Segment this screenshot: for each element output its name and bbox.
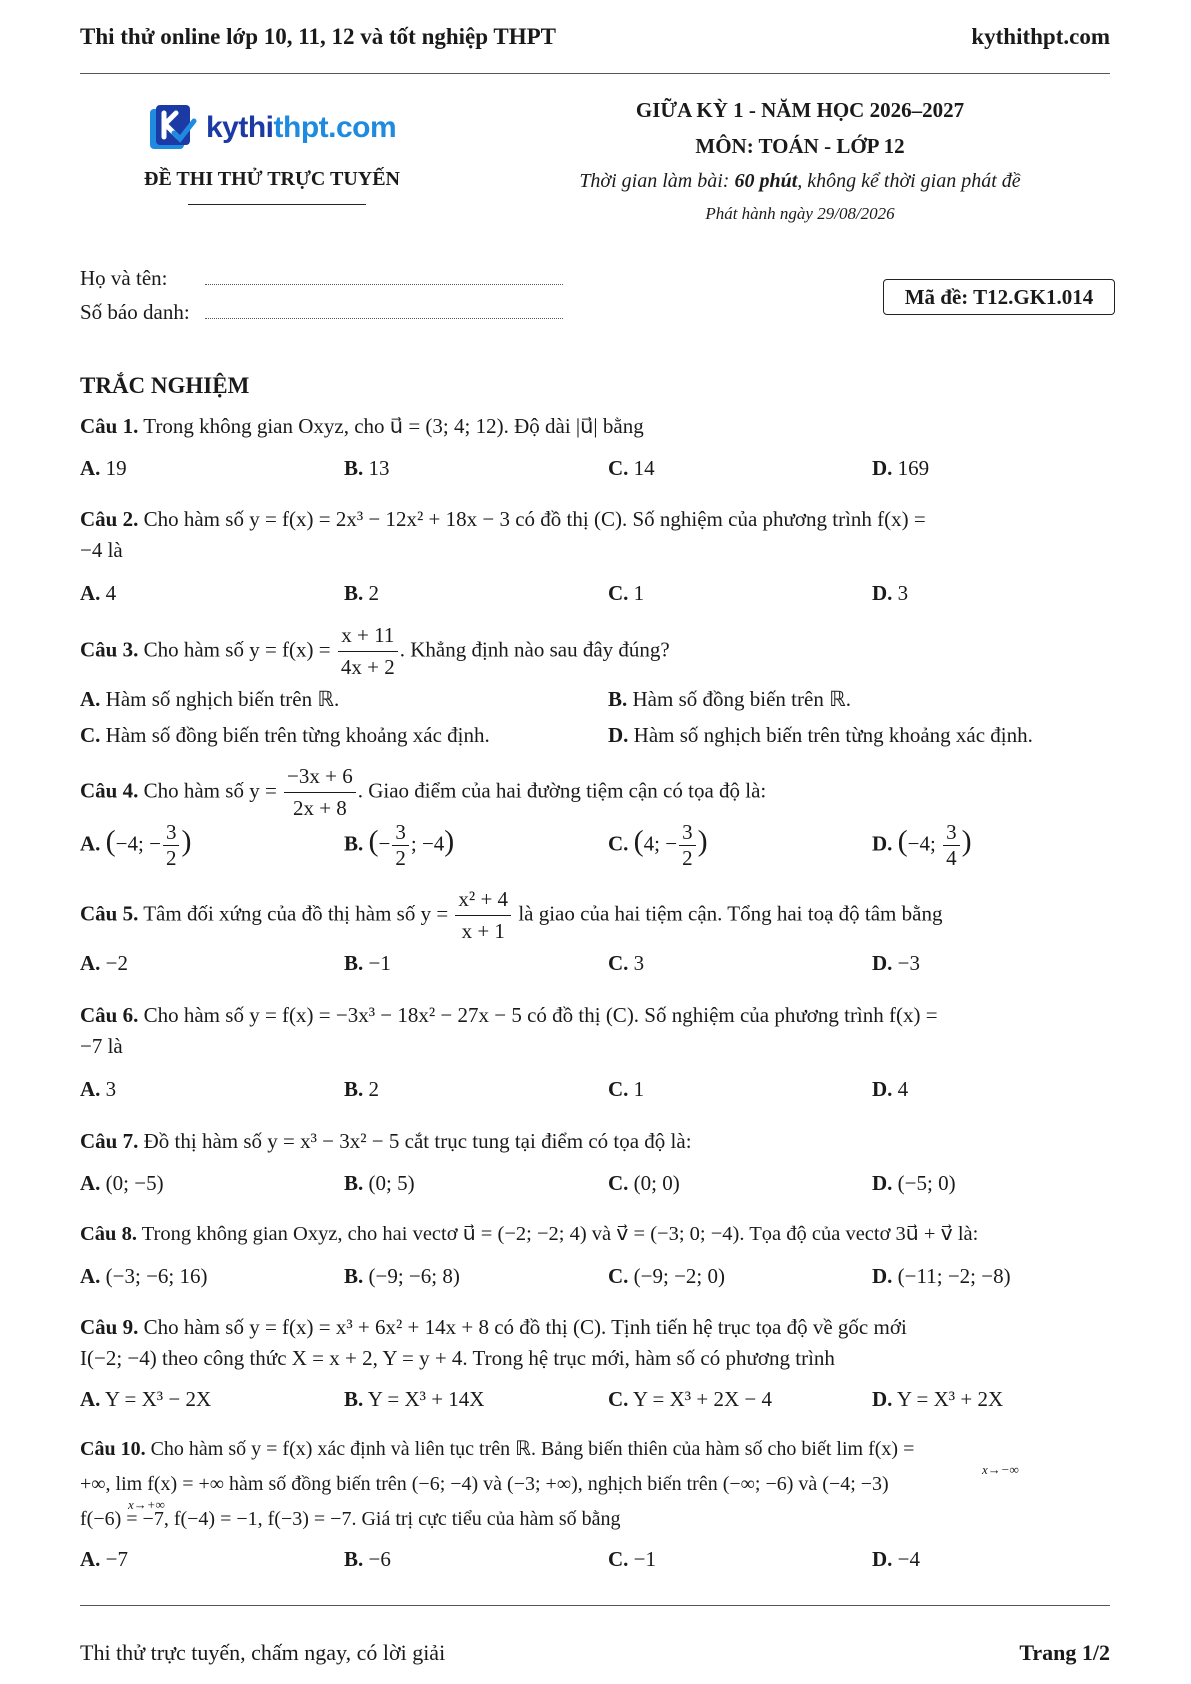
option-1c[interactable]: C. 14 [608, 456, 655, 480]
option-5a[interactable]: A. −2 [80, 951, 129, 975]
question-2: Câu 2. Cho hàm số y = f(x) = 2x³ − 12x² + 18x − 3 có đồ thị (C). Số nghiệm của phương trình f(x) = −4 là [80, 507, 926, 562]
id-label: Số báo danh: [80, 300, 190, 324]
option-3a[interactable]: A. Hàm số nghịch biến trên ℝ. [80, 687, 340, 711]
question-1: Câu 1. Trong không gian Oxyz, cho u⃗ = (3; 4; 12). Độ dài |u⃗| bằng [80, 414, 644, 438]
name-label: Họ và tên: [80, 266, 168, 290]
question-8: Câu 8. Trong không gian Oxyz, cho hai vectơ u⃗ = (−2; −2; 4) và v⃗ = (−3; 0; −4). Tọa độ của vectơ 3u⃗ + v⃗ là: [80, 1223, 979, 1245]
option-10c[interactable]: C. −1 [608, 1547, 657, 1571]
option-9d[interactable]: D. Y = X³ + 2X [872, 1387, 1004, 1411]
logo-subtitle: ĐỀ THI THỬ TRỰC TUYẾN [144, 168, 400, 190]
logo-mark-icon [148, 103, 200, 153]
option-4d[interactable]: D. (−4; $\frac{3}{4}$ ) [872, 820, 972, 870]
option-10a[interactable]: A. −7 [80, 1547, 129, 1571]
question-7: Câu 7. Đồ thị hàm số y = x³ − 3x² − 5 cắt trục tung tại điểm có tọa độ là: [80, 1129, 692, 1153]
option-3b[interactable]: B. Hàm số đồng biến trên ℝ. [608, 687, 851, 711]
option-5d[interactable]: D. −3 [872, 951, 921, 975]
footer-rule [80, 1605, 1110, 1606]
option-8c[interactable]: C. (−9; −2; 0) [608, 1264, 726, 1288]
option-2b[interactable]: B. 2 [344, 581, 380, 605]
question-9: Câu 9. Cho hàm số y = f(x) = x³ + 6x² + 14x + 8 có đồ thị (C). Tịnh tiến hệ trục tọa độ về gốc mới I(−2; −4) theo công thức X = x + 2, Y = y + 4. Trong hệ trục mới, hàm số có phương trình [80, 1315, 907, 1370]
exam-time: Thời gian làm bài: 60 phút, không kể thời gian phát đề [579, 170, 1021, 192]
option-7d[interactable]: D. (−5; 0) [872, 1171, 956, 1195]
header-rule [80, 73, 1110, 74]
option-7b[interactable]: B. (0; 5) [344, 1171, 415, 1195]
option-2c[interactable]: C. 1 [608, 581, 645, 605]
option-8b[interactable]: B. (−9; −6; 8) [344, 1264, 460, 1288]
option-3d[interactable]: D. Hàm số nghịch biến trên từng khoảng xác định. [608, 723, 1033, 747]
site-logo [148, 103, 396, 153]
option-8a[interactable]: A. (−3; −6; 16) [80, 1264, 208, 1288]
option-9b[interactable]: B. Y = X³ + 14X [344, 1387, 485, 1411]
option-4a[interactable]: A. (−4; − $\frac{3}{2}$ ) [80, 820, 192, 870]
section-title: TRẮC NGHIỆM [80, 373, 250, 398]
question-10-line-3: f(−6) = −7, f(−4) = −1, f(−3) = −7. Giá trị cực tiểu của hàm số bằng [80, 1508, 621, 1530]
limit-subscript-1: x→−∞ [982, 1462, 1019, 1477]
option-1d[interactable]: D. 169 [872, 456, 930, 480]
option-10d[interactable]: D. −4 [872, 1547, 921, 1571]
limit-subscript-2: x→+∞ [128, 1497, 165, 1512]
option-7c[interactable]: C. (0; 0) [608, 1171, 680, 1195]
question-6: Câu 6. Cho hàm số y = f(x) = −3x³ − 18x² − 27x − 5 có đồ thị (C). Số nghiệm của phương trình f(x) = −7 là [80, 1003, 938, 1058]
question-10: Câu 10. Cho hàm số y = f(x) xác định và liên tục trên ℝ. Bảng biến thiên của hàm số cho biết lim f(x) = [80, 1438, 915, 1460]
option-2a[interactable]: A. 4 [80, 581, 117, 605]
option-6a[interactable]: A. 3 [80, 1077, 117, 1101]
exam-title: GIỮA KỲ 1 - NĂM HỌC 2026–2027 [635, 98, 965, 122]
id-field[interactable] [205, 318, 563, 319]
question-4: Câu 4. Cho hàm số y = $\frac{-3x + 6}{2x + 8}$ . Giao điểm của hai đường tiệm cận có tọa độ là: [80, 761, 1110, 824]
exam-subject: MÔN: TOÁN - LỚP 12 [695, 134, 905, 158]
fraction: $\frac{-3x + 6}{2x + 8}$ [284, 761, 356, 824]
option-9a[interactable]: A. Y = X³ − 2X [80, 1387, 212, 1411]
question-5: Câu 5. Tâm đối xứng của đồ thị hàm số y = $\frac{\text{x² + 4}}{x + 1}$ là giao của hai tiệm cận. Tổng hai toạ độ tâm bằng [80, 884, 1110, 947]
header-site[interactable]: kythithpt.com [971, 24, 1110, 49]
option-1b[interactable]: B. 13 [344, 456, 390, 480]
option-4c[interactable]: C. (4; − $\frac{3}{2}$ ) [608, 820, 708, 870]
logo-text: kythithpt.com [206, 111, 397, 144]
option-4b[interactable]: B. (− $\frac{3}{2}$ ; −4) [344, 820, 455, 870]
name-field[interactable] [205, 284, 563, 285]
option-6b[interactable]: B. 2 [344, 1077, 380, 1101]
exam-code-badge: Mã đề: T12.GK1.014 [883, 279, 1115, 315]
option-5b[interactable]: B. −1 [344, 951, 391, 975]
option-8d[interactable]: D. (−11; −2; −8) [872, 1264, 1011, 1288]
question-10-line-2: +∞, lim f(x) = +∞ hàm số đồng biến trên (−6; −4) và (−3; +∞), nghịch biến trên (−∞; −6) và (−4; −3) [80, 1473, 889, 1495]
option-5c[interactable]: C. 3 [608, 951, 645, 975]
footer-tagline: Thi thử trực tuyến, chấm ngay, có lời giải [80, 1640, 446, 1665]
option-1a[interactable]: A. 19 [80, 456, 127, 480]
logo-underline [188, 204, 366, 205]
fraction: $\frac{x + 11}{4x + 2}$ [338, 620, 398, 683]
option-6d[interactable]: D. 4 [872, 1077, 909, 1101]
exam-release: Phát hành ngày 29/08/2026 [705, 204, 895, 223]
fraction: $\frac{\text{x² + 4}}{x + 1}$ [455, 884, 511, 947]
option-3c[interactable]: C. Hàm số đồng biến trên từng khoảng xác định. [80, 723, 490, 747]
question-3: Câu 3. Cho hàm số y = f(x) = $\frac{x + 11}{4x + 2}$ . Khẳng định nào sau đây đúng? [80, 620, 1110, 683]
header-title: Thi thử online lớp 10, 11, 12 và tốt nghiệp THPT [80, 24, 556, 49]
page-number: Trang 1/2 [1019, 1640, 1110, 1665]
option-6c[interactable]: C. 1 [608, 1077, 645, 1101]
option-2d[interactable]: D. 3 [872, 581, 909, 605]
option-10b[interactable]: B. −6 [344, 1547, 391, 1571]
option-9c[interactable]: C. Y = X³ + 2X − 4 [608, 1387, 772, 1411]
option-7a[interactable]: A. (0; −5) [80, 1171, 164, 1195]
